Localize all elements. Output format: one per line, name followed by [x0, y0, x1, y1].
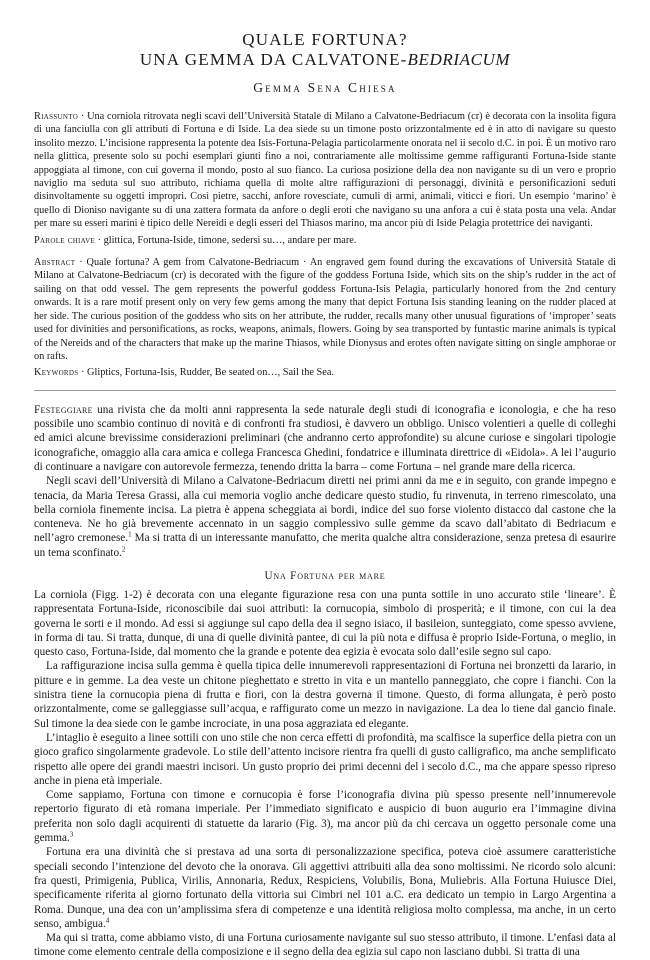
footnote-ref[interactable]: 4 — [105, 916, 110, 925]
subtitle-italic: BEDRIACUM — [407, 50, 511, 69]
subtitle-text: UNA GEMMA DA CALVATONE- — [139, 50, 408, 69]
intro-p2-text: Negli scavi dell’Università di Milano a Calvatone-Bedriacum diretti nei primi anni da me e in seguito, con grande impegno e tenacia, da Maria Teresa Grassi, alla cui memoria voglio anche dedicare questo studio, fu rinvenuta, in terreno rimescolato, una bella corniola finemente incisa. La pietra è appena scheggiata ai bordi, indice del suo forse violento distacco dal castone che la conteneva. Ne ho già brevemente accennato in un saggio complessivo sulle gemme da scavo dall’abitato di Bedriacum e nell’agro cremonese. — [34, 475, 616, 545]
footnote-ref[interactable]: 1 — [128, 530, 132, 539]
section-p5-text: Fortuna era una divinità che si prestava ad una sorta di personalizzazione specifica, poteva cioè assumere caratteristiche speciali secondo l’intenzione del devoto che la onorava. Gli aggettivi attribuiti alla dea sono moltissimi. Ne ricordo solo alcuni: fra questi, Primigenia, Publica, Virilis, Annonaria, Redux, Respiciens, Volubilis, Bona, Muliebris. Alla Fortuna Huiusce Diei, specificamente riferita al giorno fortunato della vittoria sui Cimbri nel 101 a.C. era dedicato un tempio in Largo Argentina a Roma. Dunque, una dea con un’amplissima sfera di competenze e una identità religiosa molto complessa, ma anche, in un certo senso, ambigua. — [34, 846, 616, 930]
keywords-text: · Gliptics, Fortuna-Isis, Rudder, Be seated on…, Sail the Sea. — [78, 367, 334, 379]
article-title: QUALE FORTUNA? — [242, 30, 408, 49]
riassunto-text: · Una corniola ritrovata negli scavi dell’Università Statale di Milano a Calvatone-Bedriacum (cr) è decorata con la insolita figura di una fanciulla con gli attributi di Fortuna e di Iside. La dea siede su un timone posto orizzontalmente ed è in atto di navigare su questo insolito mezzo. L’incisione rappresenta la potente dea Isis-Fortuna-Pelagia particolarmente onorata nel ii secolo d.C. in poi. È un motivo raro nella glittica, presente solo su pochi esemplari giunti fino a noi, contrariamente alle moltissime gemme raffiguranti Fortuna-Iside stante appoggiata al timone, con cui governa il mondo, posto al suo fianco. La curiosa posizione della dea non navigante su di un vero e proprio naviglio ma seduta sul suo attributo, richiama quella di molte altre raffigurazioni di personaggi, divinità e personificazioni seduti disinvoltamente su oggetti impropri. Così pietre, sacchi, anfore rovesciate, cumuli di armi, animali, viticci e fiori. Un esempio ‘marino’ è quello di Dioniso navigante su di una zattera formata da anfore o degli eroti che navigano su una anfora a cui è stata posta una vela. Andar per mare su esseri marini è tipico delle Nereidi e degli esseri del Thiasos marino, ma ancor più di Iside Pelagia protettrice dei naviganti. — [34, 111, 616, 230]
footnote-ref[interactable]: 3 — [69, 830, 74, 839]
abstract-label: Abstract — [34, 257, 76, 269]
section-paragraph-3: L’intaglio è eseguito a linee sottili con uno stile che non cerca effetti di profondità, ma scalfisce la superfice della pietra con un gioco grafico singolarmente gradevole. Lo stile dell’attento incisore rientra fra quelli di gusto calligrafico, ma anche semplificato rispetto alle opere dei grandi maestri incisori. Un gusto proprio dei primi decenni del i secolo d.C., ma che appare spesso ripreso anche in piena età imperiale. — [34, 731, 616, 787]
riassunto-label: Riassunto — [34, 111, 79, 122]
parole-chiave-text: · glittica, Fortuna-Iside, timone, sedersi su…, andare per mare. — [95, 234, 357, 246]
intro-lead-word: Festeggiare — [34, 403, 93, 416]
parole-chiave — [34, 234, 616, 247]
section-paragraph-6: Ma qui si tratta, come abbiamo visto, di una Fortuna curiosamente navigante sul suo stesso attributo, il timone. L’enfasi data al timone come elemento centrale della composizione e il segno della dea egizia sul capo non lasciano dubbi. Si tratta di una — [34, 932, 616, 959]
abstract-en — [34, 256, 616, 363]
section-paragraph-2: La raffigurazione incisa sulla gemma è quella tipica delle innumerevoli rappresentazioni di Fortuna nei bronzetti da larario, in pitture e in gemme. La dea veste un chitone pieghettato e stretto in vita e un mantello panneggiato, che copre i fianchi. Con la sinistra tiene la cornucopia piena di frutta e fiori, con la destra governa il timone. Questo, di forma allungata, è però posto orizzontalmente, come se galleggiasse sull’acqua, e raffigurato come un mezzo in navigazione. La dea lo tiene dal gancio finale. Sul timone la dea siede con le gambe incrociate, in una posa aggraziata ed elegante. — [34, 660, 616, 730]
intro-p2-tail: Ma si tratta di un interessante manufatto, che merita qualche altra considerazione, senza pretesa di esaurire un tema sconfinato. — [34, 532, 617, 559]
section-heading: Una Fortuna per mare — [264, 569, 386, 582]
keywords-label: Keywords — [34, 367, 79, 379]
intro-paragraph-2 — [34, 474, 616, 560]
footnote-ref[interactable]: 2 — [121, 544, 126, 553]
parole-chiave-label: Parole chiave — [34, 234, 96, 246]
article-subtitle — [34, 50, 616, 70]
intro-paragraph-1 — [34, 403, 616, 474]
section-divider — [34, 390, 616, 391]
section-p4-text: Come sappiamo, Fortuna con timone e cornucopia è forse l’iconografia divina più spesso presente nell’innumerevole repertorio figurato di età romana imperiale. Per l’immediato significato e auspicio di buon augurio era l’immagine divina preferita non solo dagli acquirenti di statuette da larario (Fig. 3), ma ancor più da chi cercava un oggetto personale come una gemma. — [34, 789, 616, 845]
abstract-text: · Quale fortuna? A gem from Calvatone-Bedriacum · An engraved gem found during the excavations of Università Statale di Milano at Calvatone-Bedriacum (cr) is decorated with the figure of the goddess Fortuna Iside, which sits on the ship’s rudder in the act of sailing on that odd vessel. The gem represents the powerful goddess Fortuna-Isis Pelagia, particularly honored from the 2nd century onwards. It is a rare motif present only on very few gems among the many that depict Fortuna Isis standing leaning on the rudder placed at her side. The curious position of the goddess who sits on her attribute, the rudder, recalls many other unusual figurations of ‘improper’ seats used for divinities and personifications, as rocks, weapons, animals, flowers. Going by sea transported by funtastic marine animals is typical of the Nereids and of the characters that make up the marine Thiasos, while Dionysus and erotes often navigate sitting on single amphorae or on rafts. — [34, 257, 616, 362]
intro-p1-text: una rivista che da molti anni rappresenta la sede naturale degli studi di iconografia e iconologia, e che ha reso possibile uno scambio continuo di novità e di confronti fra studiosi, è davvero un obbligo. Unisco volentieri a quelle di colleghi ed amici alcune brevissime considerazioni preliminari (che andranno certo approfondite) su alcune curiose e singolari tipologie iconografiche, omaggio alla cara amica e collega Francesca Ghedini, fondatrice e illuminata direttrice di «Eidola». A lei l’augurio di continuare a navigare con autorevole fermezza, tenendo dritta la barra – come Fortuna – nel grande mare della ricerca. — [34, 403, 616, 473]
section-paragraph-1: La corniola (Figg. 1-2) è decorata con una elegante figurazione resa con una punta sottile in uno accurato stile ‘lineare’. È rappresentata Fortuna-Iside, riconoscibile dai suoi attributi: la cornucopia, simbolo di prosperità; e il timone, con cui la dea governa le sorti e il mondo. Ad essi si aggiunge sul capo della dea il segno isiaco, il basileion, sunteggiato, come spesso avviene, in forma di tau. Si tratta, dunque, di una di quelle divinità pantee, di cui la più nota e diffusa è proprio Iside-Fortuna, o meglio, in questo caso, Fortuna-Iside, dal momento che la grande e potente dea egizia è evocata solo dall’esile segno sul capo. — [34, 588, 616, 659]
riassunto — [34, 110, 616, 231]
article-author: Gemma Sena Chiesa — [253, 80, 397, 95]
section-paragraph-5 — [34, 845, 616, 931]
section-paragraph-4 — [34, 788, 616, 845]
keywords-en — [34, 366, 616, 379]
